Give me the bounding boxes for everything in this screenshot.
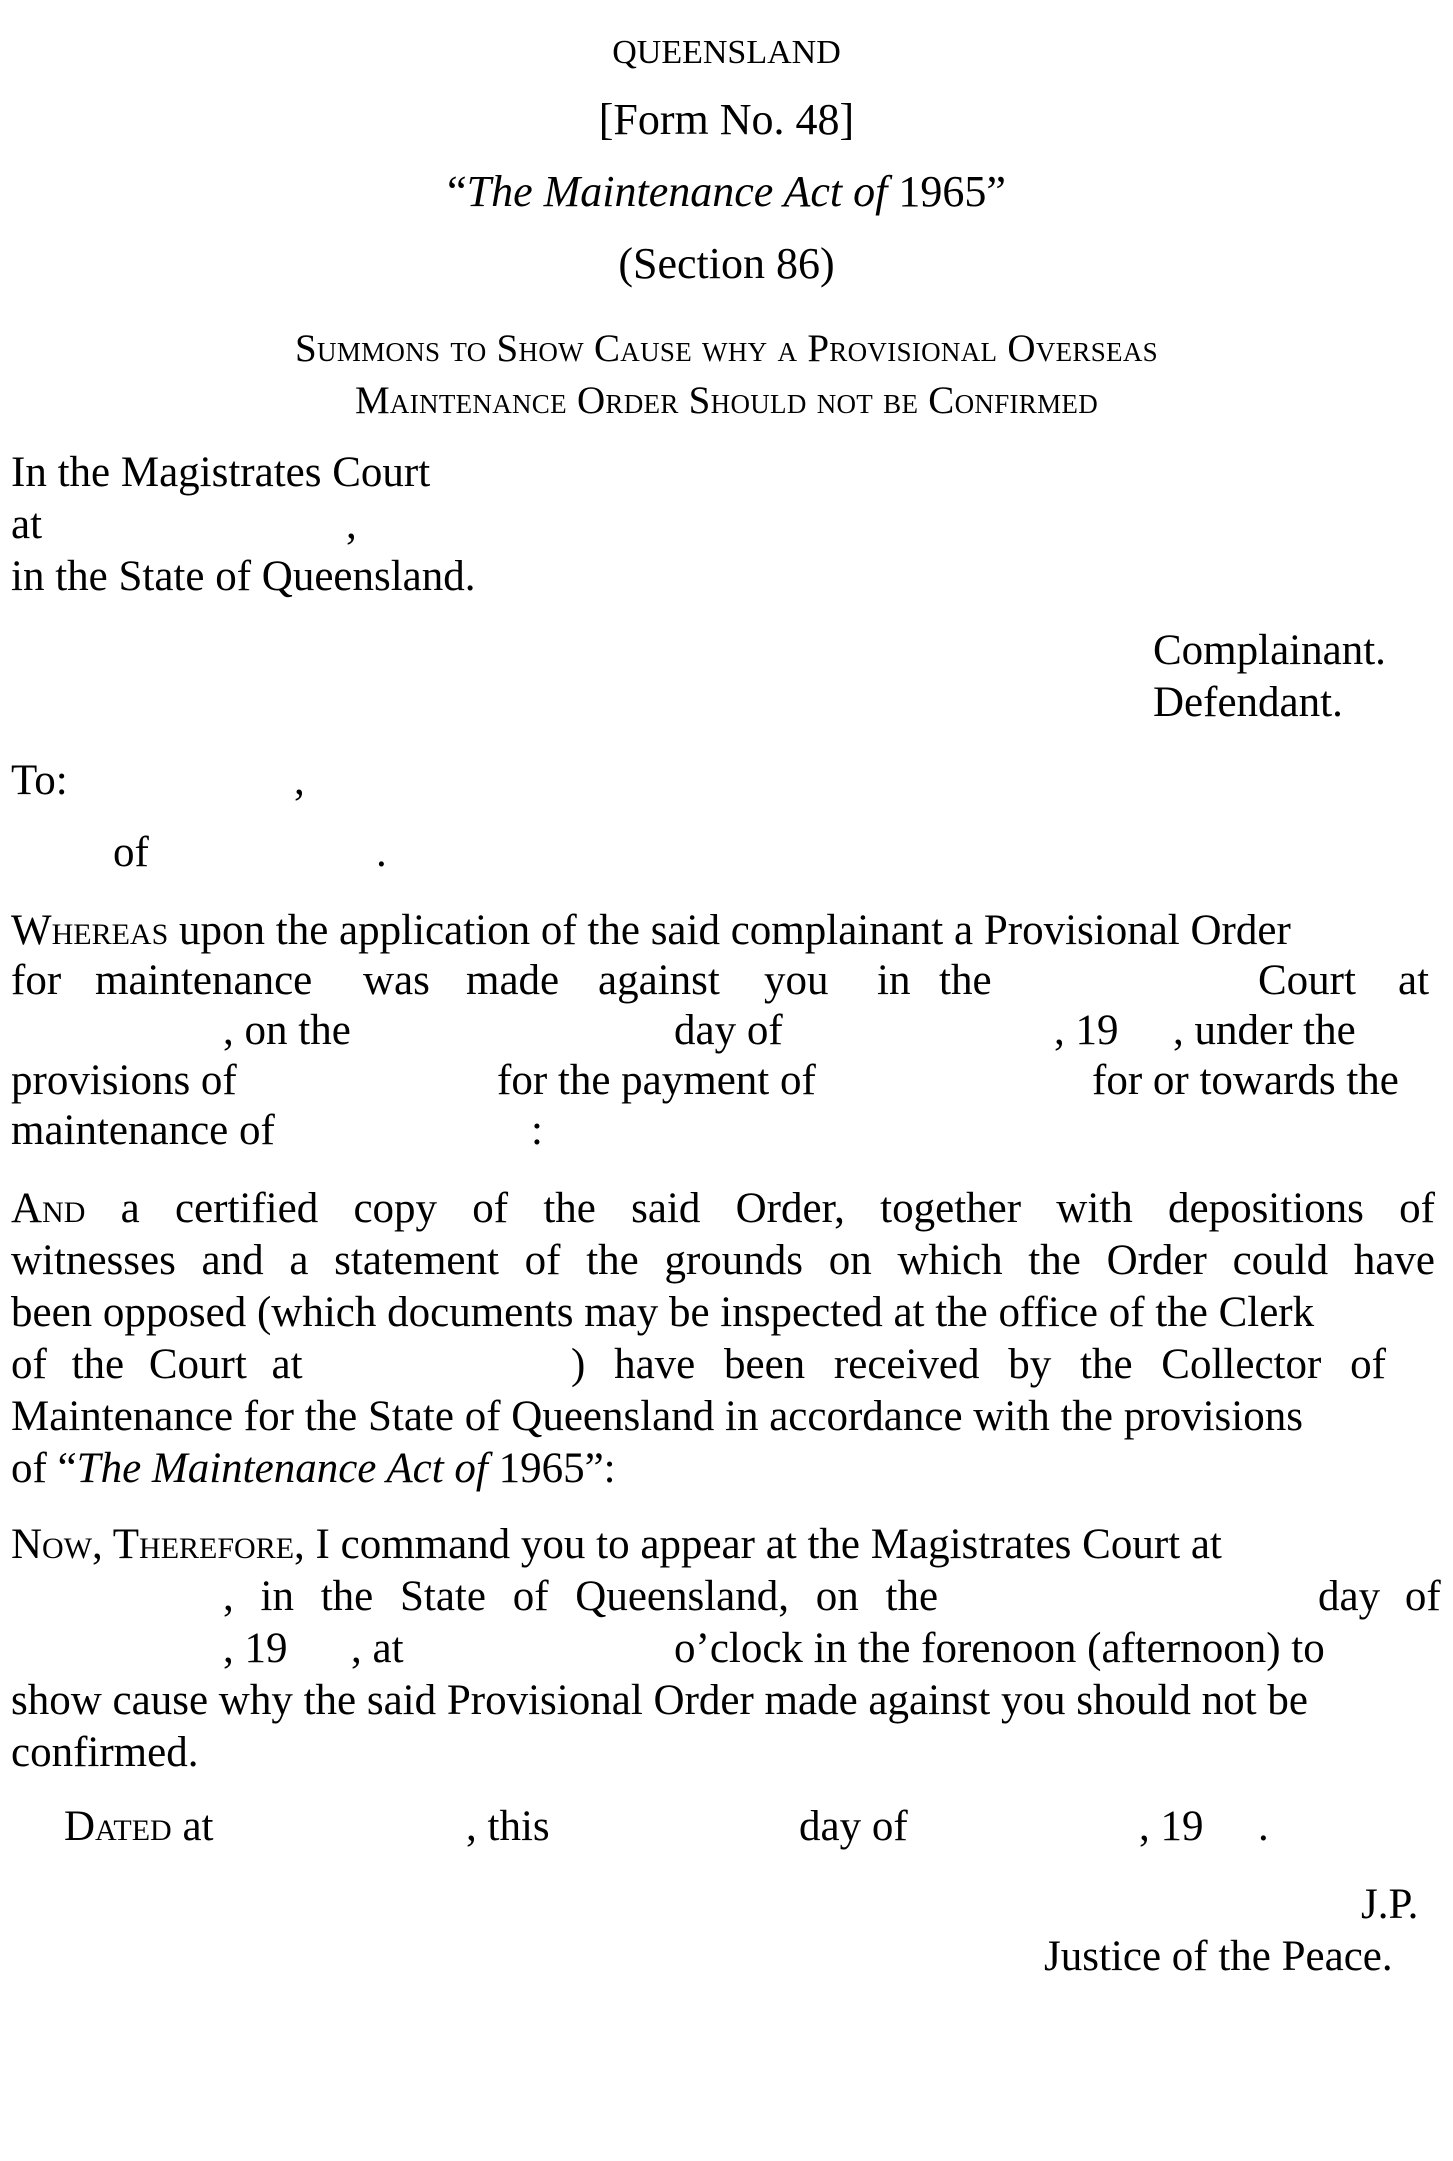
whereas-lead: Whereas bbox=[11, 907, 169, 954]
and-word: grounds bbox=[664, 1237, 804, 1284]
whereas-day-of: day of bbox=[674, 1007, 783, 1054]
now-therefore-lead: Now, Therefore, bbox=[11, 1521, 305, 1568]
now-line-5: confirmed. bbox=[11, 1729, 199, 1776]
and-word: of bbox=[1399, 1185, 1435, 1232]
court-at: at bbox=[11, 501, 43, 548]
now-day-of: day of bbox=[1318, 1573, 1441, 1620]
whereas-year: , 19 bbox=[1054, 1007, 1119, 1054]
now-year: , 19 bbox=[223, 1625, 288, 1672]
and-line-6-act-italic: The Maintenance Act of bbox=[76, 1445, 488, 1492]
dated-day-of: day of bbox=[799, 1803, 908, 1850]
to-comma: , bbox=[294, 757, 305, 804]
court-at-comma: , bbox=[346, 501, 357, 548]
and-word: certified bbox=[174, 1185, 319, 1232]
of-label: of bbox=[113, 829, 149, 876]
and-word: of bbox=[472, 1185, 509, 1232]
and-word: the bbox=[543, 1185, 596, 1232]
whereas-word: Court bbox=[1258, 957, 1356, 1004]
now-line-1-text: I command you to appear at the Magistrates Court at bbox=[315, 1521, 1222, 1568]
of-period: . bbox=[376, 829, 387, 876]
and-line-2 bbox=[11, 1236, 1435, 1285]
to-label: To: bbox=[11, 757, 68, 804]
now-at: , at bbox=[351, 1625, 404, 1672]
now-line-4: show cause why the said Provisional Order made against you should not be bbox=[11, 1677, 1308, 1724]
form-title-line-2: Maintenance Order Should not be Confirmed bbox=[354, 379, 1099, 422]
and-word: have bbox=[1353, 1237, 1435, 1284]
act-title-year: 1965” bbox=[898, 167, 1006, 216]
and-word: said bbox=[631, 1185, 701, 1232]
and-court-at: of the Court at bbox=[11, 1341, 303, 1388]
whereas-on-the: , on the bbox=[223, 1007, 351, 1054]
and-line-6-prefix: of “ bbox=[11, 1445, 77, 1492]
and-word: which bbox=[897, 1237, 1003, 1284]
whereas-colon: : bbox=[531, 1107, 543, 1154]
and-received-by: ) have been received by the Collector of bbox=[571, 1341, 1386, 1388]
and-word: together bbox=[880, 1185, 1022, 1232]
and-word: with bbox=[1056, 1185, 1133, 1232]
whereas-word: made bbox=[466, 957, 560, 1004]
and-word: of bbox=[524, 1237, 561, 1284]
dated-year: , 19 bbox=[1139, 1803, 1204, 1850]
whereas-word: against bbox=[598, 957, 720, 1004]
and-word: a bbox=[289, 1237, 309, 1284]
and-word: copy bbox=[353, 1185, 438, 1232]
act-title: “The Maintenance Act of 1965” bbox=[447, 167, 1006, 216]
dated-period: . bbox=[1258, 1803, 1269, 1850]
and-word: the bbox=[586, 1237, 639, 1284]
act-title-italic: The Maintenance Act of bbox=[466, 167, 888, 216]
now-line-1 bbox=[11, 1520, 1435, 1569]
state-heading: QUEENSLAND bbox=[612, 34, 841, 71]
and-word: witnesses bbox=[11, 1237, 176, 1284]
whereas-word: at bbox=[1398, 957, 1430, 1004]
and-word: Order, bbox=[735, 1185, 845, 1232]
whereas-line-1 bbox=[11, 906, 1435, 955]
and-line-6-year: 1965”: bbox=[498, 1445, 616, 1492]
and-line-1 bbox=[11, 1184, 1435, 1233]
dated-at bbox=[64, 1802, 214, 1851]
whereas-word: in bbox=[877, 957, 911, 1004]
whereas-word: the bbox=[939, 957, 992, 1004]
whereas-word: you bbox=[764, 957, 829, 1004]
dated-this: , this bbox=[466, 1803, 550, 1850]
whereas-provisions-of: provisions of bbox=[11, 1057, 237, 1104]
now-state-on-the: , in the State of Queensland, on the bbox=[223, 1573, 939, 1620]
now-oclock: o’clock in the forenoon (afternoon) to bbox=[674, 1625, 1325, 1672]
whereas-word: maintenance bbox=[95, 957, 313, 1004]
complainant-label: Complainant. bbox=[1153, 627, 1386, 674]
and-word: and bbox=[201, 1237, 264, 1284]
whereas-under-the: , under the bbox=[1173, 1007, 1356, 1054]
and-word: on bbox=[828, 1237, 872, 1284]
and-word: could bbox=[1232, 1237, 1329, 1284]
whereas-maintenance-of: maintenance of bbox=[11, 1107, 275, 1154]
section-reference: (Section 86) bbox=[618, 239, 835, 288]
and-word: a bbox=[120, 1185, 140, 1232]
form-title-line-1: Summons to Show Cause why a Provisional Overseas bbox=[295, 327, 1158, 370]
form-number: [Form No. 48] bbox=[598, 95, 855, 144]
and-line-5: Maintenance for the State of Queensland in accordance with the provisions bbox=[11, 1393, 1303, 1440]
whereas-payment-of: for the payment of bbox=[497, 1057, 816, 1104]
and-word: depositions bbox=[1167, 1185, 1364, 1232]
and-word: Order bbox=[1106, 1237, 1207, 1284]
dated-at-word: at bbox=[182, 1803, 214, 1850]
dated-lead: Dated bbox=[64, 1803, 172, 1850]
court-line-3: in the State of Queensland. bbox=[11, 553, 476, 600]
whereas-word: for bbox=[11, 957, 62, 1004]
and-lead: And bbox=[11, 1185, 86, 1232]
and-word: statement bbox=[334, 1237, 499, 1284]
signature-title: Justice of the Peace. bbox=[1044, 1933, 1393, 1980]
signature-jp: J.P. bbox=[1361, 1881, 1419, 1928]
defendant-label: Defendant. bbox=[1153, 679, 1343, 726]
court-line-1: In the Magistrates Court bbox=[11, 449, 431, 496]
and-word: the bbox=[1028, 1237, 1081, 1284]
and-line-6 bbox=[11, 1444, 1435, 1493]
whereas-line-1-text: upon the application of the said complainant a Provisional Order bbox=[179, 907, 1291, 954]
whereas-word: was bbox=[363, 957, 430, 1004]
whereas-towards-the: for or towards the bbox=[1092, 1057, 1399, 1104]
and-line-3: been opposed (which documents may be inspected at the office of the Clerk bbox=[11, 1289, 1315, 1336]
